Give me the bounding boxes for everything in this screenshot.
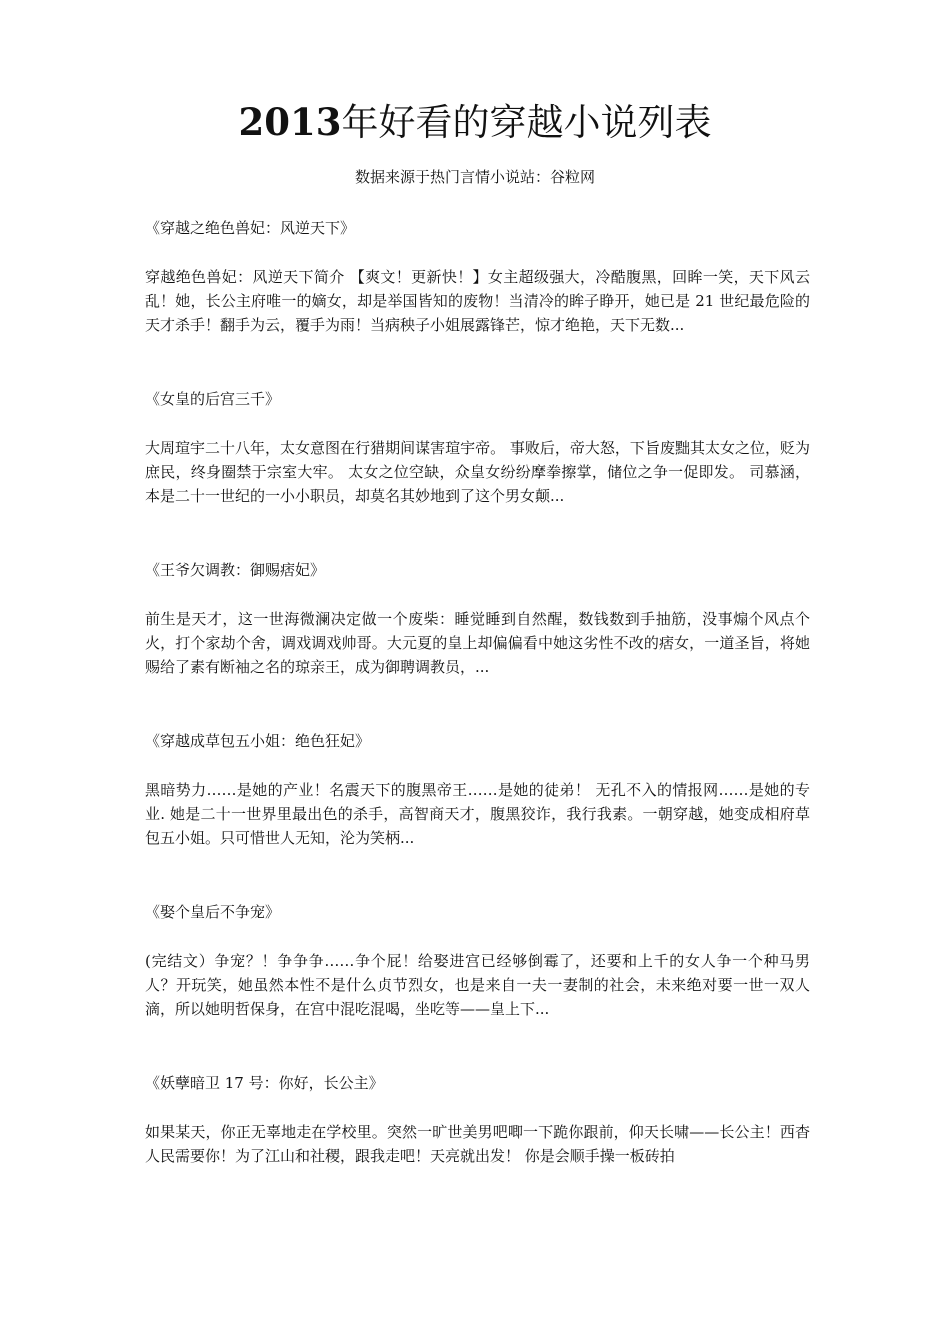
book-description: 黑暗势力……是她的产业！名震天下的腹黑帝王……是她的徒弟！ 无孔不入的情报网……是她的专业. 她是二十一世界里最出色的杀手，高智商天才，腹黑狡诈，我行我素。一朝穿越，她变成相府草包五小姐。只可惜世人无知，沦为笑柄... xyxy=(145,781,810,847)
book-title: 《娶个皇后不争宠》 xyxy=(145,903,281,921)
data-source-subtitle: 数据来源于热门言情小说站：谷粒网 xyxy=(354,168,595,186)
book-title: 《穿越之绝色兽妃：风逆天下》 xyxy=(145,219,356,237)
book-entry xyxy=(145,558,810,679)
book-entry xyxy=(145,387,810,508)
book-entry xyxy=(145,216,810,337)
book-description: 如果某天，你正无辜地走在学校里。突然一旷世美男吧唧一下跪你跟前，仰天长啸——长公主！西杳人民需要你！为了江山和社稷，跟我走吧！天亮就出发！ 你是会顺手操一板砖拍 xyxy=(145,1123,810,1165)
book-description: 大周瑄宇二十八年，太女意图在行猎期间谋害瑄宇帝。 事败后，帝大怒，下旨废黜其太女之位，贬为庶民，终身圈禁于宗室大牢。 太女之位空缺，众皇女纷纷摩拳擦掌，储位之争一促即发。 司慕涵，本是二十一世纪的一小小职员，却莫名其妙地到了这个男女颠... xyxy=(145,439,810,505)
book-description: (完结文）争宠？！争争争……争个屁！给娶进宫已经够倒霉了，还要和上千的女人争一个种马男人？开玩笑，她虽然本性不是什么贞节烈女，也是来自一夫一妻制的社会，未来绝对要一世一双人滴，所以她明哲保身，在宫中混吃混喝，坐吃等——皇上下... xyxy=(145,952,810,1018)
book-title: 《女皇的后宫三千》 xyxy=(145,390,281,408)
book-title: 《妖孽暗卫 17 号：你好，长公主》 xyxy=(145,1074,384,1092)
title-text: 年好看的穿越小说列表 xyxy=(341,101,712,144)
title-year: 2013 xyxy=(238,100,342,144)
book-list xyxy=(145,216,810,1218)
book-description: 前生是天才，这一世海微澜决定做一个废柴：睡觉睡到自然醒，数钱数到手抽筋，没事煽个风点个火，打个家劫个舍，调戏调戏帅哥。大元夏的皇上却偏偏看中她这劣性不改的痞女，一道圣旨，将她赐给了素有断袖之名的琼亲王，成为御聘调教员，... xyxy=(145,610,810,676)
book-entry xyxy=(145,900,810,1021)
book-entry xyxy=(145,729,810,850)
book-title: 《王爷欠调教：御赐痞妃》 xyxy=(145,561,326,579)
page-title xyxy=(0,96,950,149)
book-entry xyxy=(145,1071,810,1168)
book-title: 《穿越成草包五小姐：绝色狂妃》 xyxy=(145,732,371,750)
book-description: 穿越绝色兽妃：风逆天下简介 【爽文！更新快！】女主超级强大，冷酷腹黑，回眸一笑，天下风云乱！她，长公主府唯一的嫡女，却是举国皆知的废物！当清冷的眸子睁开，她已是 21 世纪最危险的天才杀手！翻手为云，覆手为雨！当病秧子小姐展露锋芒，惊才绝艳，天下无数... xyxy=(145,268,810,334)
